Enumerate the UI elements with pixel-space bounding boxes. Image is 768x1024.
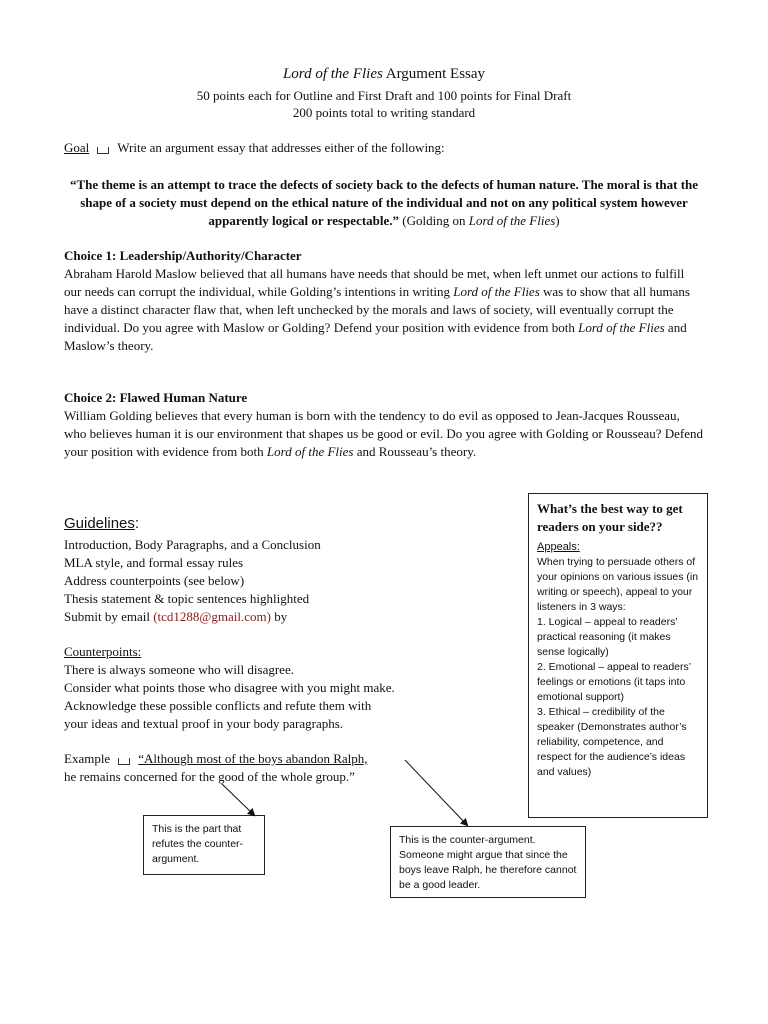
refute-note: This is the part that refutes the counter-argument. [143,815,265,875]
choice-1-book-2: Lord of the Flies [578,320,665,335]
document-title [0,66,768,83]
counterpoints [64,643,395,733]
example-part-2: he remains concerned for the good of the whole group.” [64,769,355,784]
choice-1-text-1: Abraham Harold Maslow believed that all humans have needs that should be met, when left unmet our actions to fulfill our needs can corrupt the individual, while Golding’s intentions in writing [64,266,685,299]
goal-line [64,140,445,156]
guideline-item: MLA style, and formal essay rules [64,555,244,570]
choice-2-book: Lord of the Flies [266,444,354,459]
choice-1-book-1: Lord of the Flies [453,284,540,299]
appeals-label: Appeals: [537,541,580,553]
counterpoints-heading: Counterpoints: [64,644,142,659]
golding-quote [60,176,708,230]
choice-2-text-2: and Rousseau’s theory. [353,444,477,459]
appeal-item: 2. Emotional – appeal to readers’ feelings or emotions (it taps into emotional support) [537,661,691,703]
counterpoint-line: Acknowledge these possible conflicts and refute them with [64,698,372,713]
goal-text: Write an argument essay that addresses either of the following: [117,140,445,155]
subtitle-points: 50 points each for Outline and First Draft and 100 points for Final Draft [196,88,572,103]
submit-line [64,608,321,626]
guidelines-heading [64,515,139,532]
appeal-item: 3. Ethical – credibility of the speaker (Demonstrates author’s reliability, competence, and respect for the audience’s ideas and values) [537,706,687,778]
choice-1-text-3: and Maslow’s theory. [64,320,687,353]
choice-2 [64,389,704,461]
quote-attr-post: ) [555,213,560,228]
appeals-body: When trying to persuade others of your opinions on various issues (in writing or speech), appeal to your listeners in 3 ways: [537,556,699,613]
quote-attr-pre: (Golding on [399,213,469,228]
appeals-sidebox [528,493,708,818]
arrow-to-refute-note [222,784,254,815]
choice-1-heading: Choice 1: Leadership/Authority/Character [64,248,302,263]
guideline-item: Address counterpoints (see below) [64,573,245,588]
choice-1-text-2: was to show that all humans have a distinct character flaw that, when left unchecked by the morals and laws of society, will eventually corrupt the individual. Do you agree with Maslow or Golding? Defend your position with evidence from both [64,284,690,335]
guideline-item: Thesis statement & topic sentences highlighted [64,591,310,606]
counterpoint-line: Consider what points those who disagree with you might make. [64,680,395,695]
choice-2-heading: Choice 2: Flawed Human Nature [64,390,248,405]
title-rest: Argument Essay [382,66,486,82]
choice-1 [64,247,704,355]
quote-attr-book: Lord of the Flies [468,213,556,228]
example-part-1: “Although most of the boys abandon Ralph, [138,751,368,766]
guidelines-list [64,536,321,626]
counterpoint-line: There is always someone who will disagree. [64,662,294,677]
example-label: Example [64,751,111,766]
submit-pre: Submit by email [64,609,154,624]
counter-note: This is the counter-argument. Someone might argue that since the boys leave Ralph, he therefore cannot be a good leader. [390,826,586,898]
counterpoint-line: your ideas and textual proof in your body paragraphs. [64,716,344,731]
arrow-to-counter-note [405,760,467,825]
tab-marker-icon [118,758,130,765]
goal-label: Goal [64,140,90,155]
guidelines-colon: : [134,515,140,532]
quote-text: “The theme is an attempt to trace the defects of society back to the defects of human nature. The moral is that the shape of a society must depend on the ethical nature of the individual and not on any political system however apparently logical or respectable.” [69,177,699,228]
appeal-item: 1. Logical – appeal to readers’ practical reasoning (it makes sense logically) [537,616,678,658]
subtitle-standard: 200 points total to writing standard [292,105,476,120]
sidebox-heading: What’s the best way to get readers on your side?? [537,501,683,534]
tab-marker-icon [97,147,109,154]
email-link[interactable]: (tcd1288@gmail.com) [153,609,271,624]
title-book-name: Lord of the Flies [282,66,383,82]
choice-2-text-1: William Golding believes that every human is born with the tendency to do evil as opposed to Jean-Jacques Rousseau, who believes human it is our environment that shapes us be good or evil. Do you agree with Golding or Rousseau? Defend your position with evidence from both [64,408,704,459]
guidelines-heading-text: Guidelines [64,515,135,532]
submit-post: by [270,609,288,624]
example [64,750,368,786]
guideline-item: Introduction, Body Paragraphs, and a Conclusion [64,537,321,552]
